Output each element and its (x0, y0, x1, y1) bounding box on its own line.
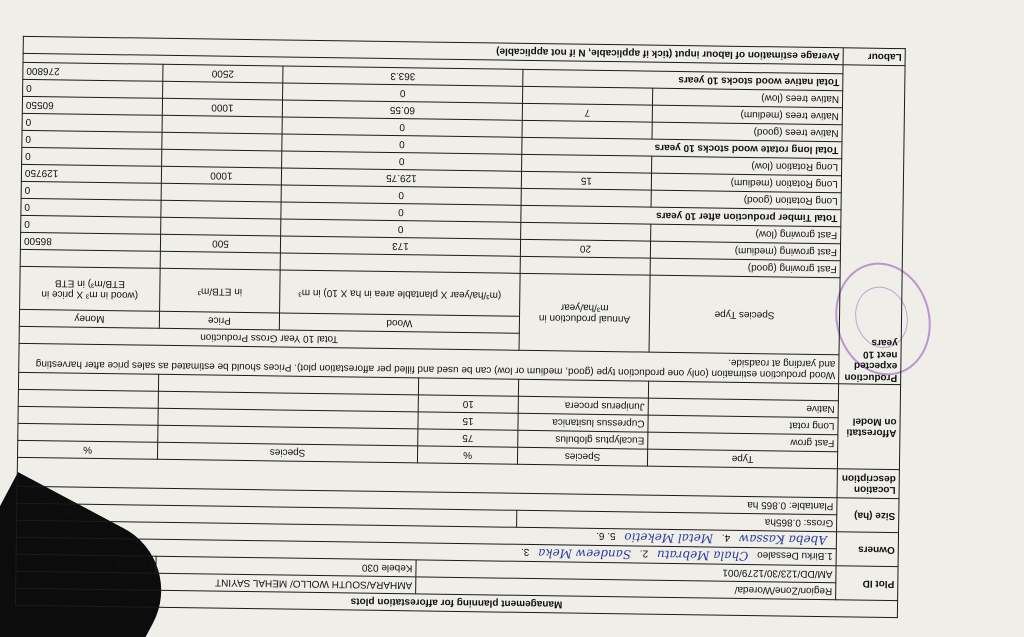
form-title: Management planning for afforestation plots (15, 588, 897, 617)
owner-handwritten-4: Abeba Kassaw (738, 531, 828, 548)
region-label: Region/Zone/Woreda/ (416, 577, 836, 600)
prod-row-annual (521, 188, 651, 207)
aff-row-species: Eucalyptus globulus (518, 430, 648, 449)
owners-label: Owners (836, 532, 898, 567)
size-label: Size (ha) (837, 498, 899, 533)
prod-total-label: Total native wood stocks 10 years (523, 69, 843, 90)
production-note: Wood production estimation (only one production type (good, medium or low) can be used and filled per afforestation plot). Prices should be estimated as sales price after harvesting and yarding at roadside. (19, 343, 839, 383)
prod-row-money: 0 (22, 130, 162, 149)
prod-row-label: Native trees (good) (652, 122, 842, 142)
prod-row-label: Native trees (low) (652, 88, 842, 108)
aff-row-percent: 15 (418, 412, 518, 430)
prod-row-wood: 0 (281, 202, 521, 222)
prod-row-wood: 0 (282, 151, 522, 171)
prod-row-money: 0 (21, 181, 161, 200)
prod-row-price: 1000 (161, 166, 281, 185)
prod-row-label: Native trees (medium) (652, 105, 842, 125)
prod-header-wood: Wood (279, 313, 519, 333)
prod-header-price: Price (159, 311, 279, 330)
aff-row-species: Cupressus lusitanica (518, 413, 648, 432)
prod-row-money: 276800 (23, 62, 163, 81)
prod-row-price (162, 132, 282, 151)
prod-row-annual: 7 (522, 103, 652, 122)
owner-handwritten-2: Chala Mebratu (656, 547, 749, 564)
owner-3-number: 3. (520, 545, 530, 557)
prod-row-annual (522, 154, 652, 173)
prod-row-label: Fast growing (low) (651, 224, 841, 244)
prod-row-price: 2500 (163, 64, 283, 83)
afforestation-form (16, 16, 906, 618)
location-label: Location description (837, 469, 899, 499)
form-table (15, 36, 906, 618)
prod-row-annual: 20 (520, 239, 650, 258)
prod-row-money: 0 (21, 198, 161, 217)
prod-row-annual (520, 256, 650, 275)
plot-number: Plot 001 (16, 554, 156, 573)
prod-row-price (162, 115, 282, 134)
afforestation-label: Afforestati on Model (837, 384, 900, 470)
aff-row-type: Native (648, 398, 838, 418)
aff-row-species: Juniperus procera (518, 396, 648, 415)
prod-row-money: 60550 (22, 96, 162, 115)
prod-row-money: 0 (22, 79, 162, 98)
prod-row-money: 0 (21, 215, 161, 234)
prod-header-price-unit: in ETB/m³ (160, 268, 281, 313)
aff-row-percent: 75 (418, 429, 518, 447)
prod-row-price (161, 217, 281, 236)
prod-row-wood: 0 (282, 117, 522, 137)
owner-5-number: 5. (607, 530, 616, 542)
prod-row-price (161, 200, 281, 219)
prod-row-label: Fast growing (medium) (650, 241, 840, 261)
region-value: AMHARA/SOUTH WOLLO/ MEHAL SAYINT (16, 571, 416, 594)
prod-row-wood (280, 253, 520, 273)
prod-header-money: Money (19, 309, 159, 328)
prod-row-wood: 60.55 (282, 100, 522, 120)
prod-row-price: 500 (160, 234, 280, 253)
prod-row-money: 0 (22, 147, 162, 166)
prod-row-label: Long Rotation (good) (651, 190, 841, 210)
prod-row-wood: 0 (281, 185, 521, 205)
prod-row-money (20, 249, 160, 268)
prod-row-wood: 363.3 (283, 66, 523, 86)
owner-2-number: 2. (639, 547, 649, 559)
prod-row-money: 129750 (21, 164, 161, 183)
prod-row-wood: 0 (283, 83, 523, 103)
aff-row-type: Long rotat (648, 415, 838, 435)
production-label: Production expected next 10 years (839, 65, 905, 385)
gross-area: Gross: 0.865ha (517, 510, 837, 531)
prod-row-label: Long Rotation (medium) (651, 173, 841, 193)
prod-row-label: Fast growing (good) (650, 258, 840, 278)
aff-header-species: Species (517, 447, 647, 466)
plot-id-label: Plot ID (836, 566, 898, 601)
aff-header-type: Type (647, 449, 837, 469)
plot-code: AM/DD/123/30/1279/001 (416, 560, 836, 583)
aff-row-percent: 10 (418, 395, 518, 413)
labour-label: Labour (843, 48, 905, 66)
prod-row-label: Long Rotation (low) (652, 156, 842, 176)
aff-row-type: Fast grow (648, 432, 838, 452)
prod-row-price (163, 81, 283, 100)
owner-4-number: 4. (721, 531, 731, 543)
prod-row-price: 1000 (162, 98, 282, 117)
site-class: Site Class 2 + (17, 503, 517, 527)
prod-row-wood: 173 (280, 236, 520, 256)
prod-total-label: Total Timber production after 10 years (521, 205, 841, 226)
plantable-area: Plantable: 0.865 ha (17, 486, 837, 514)
prod-row-price (162, 149, 282, 168)
aff-header-percent: % (417, 446, 517, 464)
prod-row-money: 0 (22, 113, 162, 132)
prod-row-wood: 0 (282, 134, 522, 154)
prod-row-annual (522, 120, 652, 139)
owner-handwritten-5: Metal Meketio (624, 530, 714, 546)
prod-header-money-unit: (wood in m³ X price in ETB/m³) in ETB (20, 266, 161, 311)
prod-row-price (161, 183, 281, 202)
prod-row-annual (522, 86, 652, 105)
prod-total-label: Total long rotate wood stocks 10 years (522, 137, 842, 158)
aff-header-percent-2: % (17, 440, 157, 459)
owner-1: 1.Birku Dessaleo (757, 549, 833, 562)
owner-6-number: 6. (596, 529, 605, 542)
prod-row-annual: 15 (521, 171, 651, 190)
prod-row-price (160, 251, 280, 270)
prod-row-wood: 129.75 (281, 168, 521, 188)
prod-header-total: Total 10 Year Gross Production (19, 326, 519, 350)
prod-row-wood: 0 (281, 219, 521, 239)
aff-header-species-2: Species (157, 442, 417, 463)
kebele-value: Kebele 030 (156, 556, 416, 577)
prod-header-species-type: Species Type (649, 275, 840, 355)
prod-row-annual (521, 222, 651, 241)
prod-header-annual: Annual production in m³/ha/year (519, 273, 650, 352)
prod-header-wood-unit: (m³/ha/year X plantable area in ha X 10) in m³ (280, 270, 521, 316)
prod-row-money: 86500 (20, 232, 160, 251)
labour-note: Average estimation of labour input (tick if applicable, N if not applicable) (23, 36, 843, 64)
owner-handwritten-3: Sandeew Meka (538, 546, 632, 562)
